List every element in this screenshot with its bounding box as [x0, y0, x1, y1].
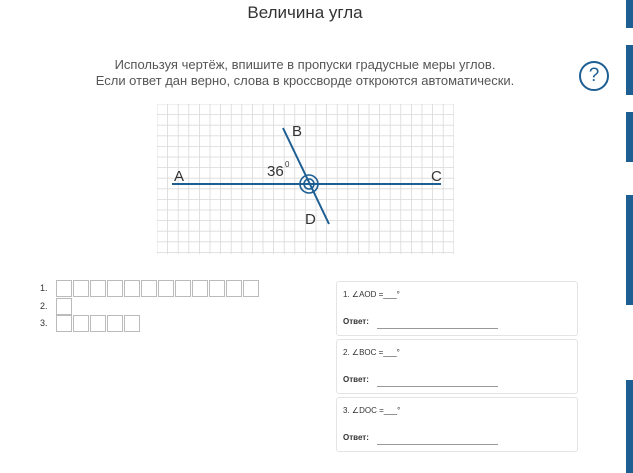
angle-drawing	[157, 104, 454, 254]
crossword-cell	[158, 280, 174, 297]
crossword-cell	[192, 280, 208, 297]
point-label-b: B	[292, 123, 303, 140]
crossword-cell	[90, 280, 106, 297]
crossword-cell	[107, 315, 123, 332]
answer-input-1[interactable]	[377, 316, 498, 329]
question-card-2	[336, 339, 578, 394]
crossword-cell	[226, 280, 242, 297]
answer-input-2[interactable]	[377, 374, 498, 387]
crossword-cell	[124, 315, 140, 332]
crossword-cell	[73, 315, 89, 332]
help-button[interactable]: ?	[579, 61, 609, 91]
crossword-row-number: 1.	[40, 283, 48, 293]
crossword-row-number: 3.	[40, 318, 48, 328]
answer-label: Ответ:	[343, 317, 369, 326]
crossword-cell	[90, 315, 106, 332]
answer-input-3[interactable]	[377, 432, 498, 445]
crossword-cell	[73, 280, 89, 297]
crossword-cell	[243, 280, 259, 297]
instructions-line-2: Если ответ дан верно, слова в кроссворде откроются автоматически.	[95, 73, 515, 88]
question-card-1	[336, 281, 578, 336]
crossword-cell	[175, 280, 191, 297]
crossword-cell	[141, 280, 157, 297]
answer-label: Ответ:	[343, 375, 369, 384]
angle-value-label: 36	[267, 163, 284, 180]
question-text: 3. ∠DOC =___°	[343, 406, 401, 415]
crossword-cell	[56, 315, 72, 332]
crossword-cell	[56, 298, 72, 315]
point-label-c: C	[431, 168, 442, 185]
angle-degree-mark: 0	[285, 160, 290, 169]
answer-label: Ответ:	[343, 433, 369, 442]
grid-background	[157, 104, 454, 254]
point-label-a: A	[174, 168, 185, 185]
crossword-cell	[124, 280, 140, 297]
point-label-d: D	[305, 211, 316, 228]
crossword-cell	[209, 280, 225, 297]
right-edge-bar	[626, 0, 633, 473]
question-text: 1. ∠AOD =___°	[343, 290, 400, 299]
crossword-cell	[56, 280, 72, 297]
question-text: 2. ∠BOC =___°	[343, 348, 400, 357]
instructions-line-1: Используя чертёж, впишите в пропуски градусные меры углов.	[114, 57, 496, 72]
crossword-cell	[107, 280, 123, 297]
instructions	[30, 57, 580, 89]
page-title: Величина угла	[247, 3, 363, 22]
crossword-row-number: 2.	[40, 301, 48, 311]
question-card-3	[336, 397, 578, 452]
